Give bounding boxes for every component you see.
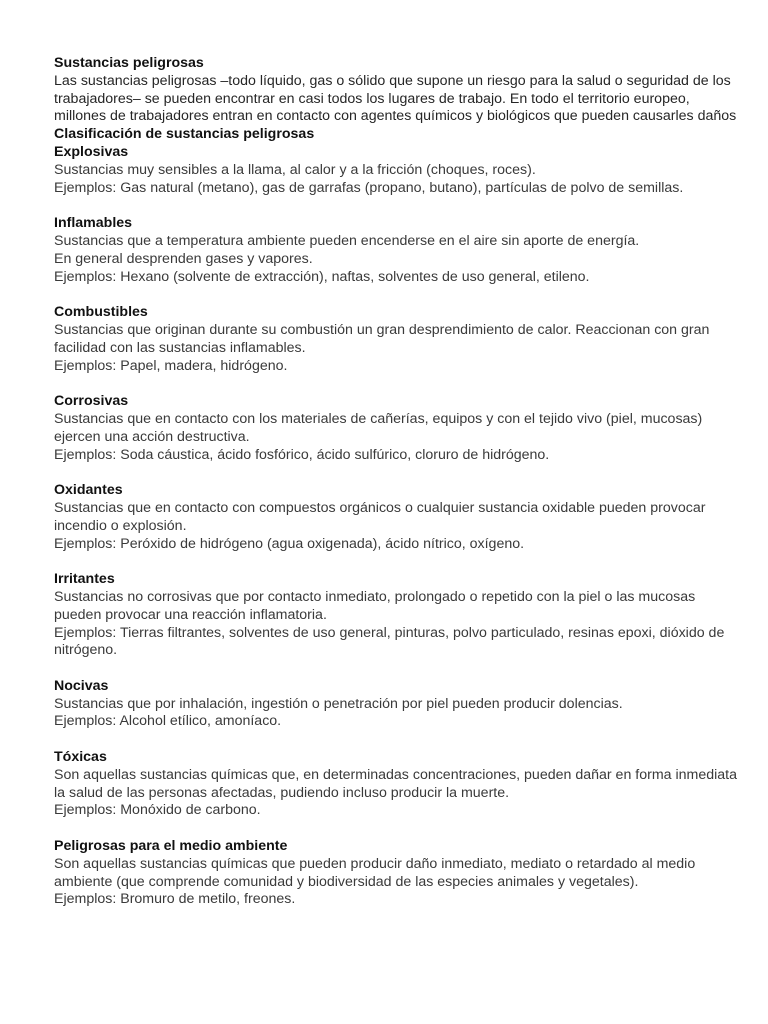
document-title: Sustancias peligrosas <box>54 55 204 71</box>
section-title: Nocivas <box>54 677 109 694</box>
section-medio-ambiente <box>54 838 744 909</box>
section-examples: Ejemplos: Peróxido de hidrógeno (agua oxigenada), ácido nítrico, oxígeno. <box>54 535 525 552</box>
section-irritantes <box>54 571 744 660</box>
section-inflamables <box>54 215 744 286</box>
section-title: Peligrosas para el medio ambiente <box>54 838 288 855</box>
section-examples: Ejemplos: Hexano (solvente de extracción), naftas, solventes de uso general, etileno. <box>54 268 590 285</box>
section-description: Sustancias que a temperatura ambiente pueden encenderse en el aire sin aporte de energía. <box>54 232 640 249</box>
section-description: Son aquellas sustancias químicas que pueden producir daño inmediato, mediato o retardado al medio ambiente (que comprende comunidad y biodiversidad de las especies animales y vegetales). <box>54 855 696 890</box>
section-title: Combustibles <box>54 304 148 321</box>
section-description: Sustancias que por inhalación, ingestión o penetración por piel pueden producir dolencias. <box>54 695 623 712</box>
section-title: Tóxicas <box>54 749 107 766</box>
section-title: Oxidantes <box>54 482 123 499</box>
section-examples: Ejemplos: Alcohol etílico, amoníaco. <box>54 713 282 730</box>
section-toxicas <box>54 749 744 820</box>
section-combustibles <box>54 304 744 375</box>
section-corrosivas <box>54 393 744 464</box>
section-description: Son aquellas sustancias químicas que, en determinadas concentraciones, pueden dañar en forma inmediata la salud de las personas afectadas, pudiendo incluso producir la muerte. <box>54 766 738 801</box>
section-description-extra: En general desprenden gases y vapores. <box>54 250 313 267</box>
section-description: Sustancias que originan durante su combustión un gran desprendimiento de calor. Reaccionan con gran facilidad con las sustancias inflamables. <box>54 321 710 356</box>
section-description: Sustancias muy sensibles a la llama, al calor y a la fricción (choques, roces). <box>54 161 536 178</box>
section-nocivas <box>54 678 744 731</box>
section-examples: Ejemplos: Soda cáustica, ácido fosfórico, ácido sulfúrico, cloruro de hidrógeno. <box>54 446 550 463</box>
section-title: Irritantes <box>54 571 115 588</box>
section-title: Explosivas <box>54 143 129 160</box>
section-oxidantes <box>54 482 744 553</box>
intro-paragraph: Las sustancias peligrosas –todo líquido, gas o sólido que supone un riesgo para la salud o seguridad de los trabajadores– se pueden encontrar en casi todos los lugares de trabajo. En todo el territorio europeo, millones de trabajadores entran en contacto con agentes químicos y biológicos que pueden causarles daños <box>54 72 737 125</box>
section-description: Sustancias no corrosivas que por contacto inmediato, prolongado o repetido con la piel o las mucosas pueden provocar una reacción inflamatoria. <box>54 588 696 623</box>
section-examples: Ejemplos: Gas natural (metano), gas de garrafas (propano, butano), partículas de polvo de semillas. <box>54 179 684 196</box>
document-page <box>54 55 744 927</box>
section-description: Sustancias que en contacto con los materiales de cañerías, equipos y con el tejido vivo (piel, mucosas) ejercen una acción destructiva. <box>54 410 703 445</box>
section-examples: Ejemplos: Monóxido de carbono. <box>54 802 261 819</box>
section-title: Inflamables <box>54 215 133 232</box>
section-examples: Ejemplos: Bromuro de metilo, freones. <box>54 891 296 908</box>
section-examples: Ejemplos: Tierras filtrantes, solventes de uso general, pinturas, polvo particulado, resinas epoxi, dióxido de nitrógeno. <box>54 624 725 659</box>
section-examples: Ejemplos: Papel, madera, hidrógeno. <box>54 357 288 374</box>
section-description: Sustancias que en contacto con compuestos orgánicos o cualquier sustancia oxidable pueden provocar incendio o explosión. <box>54 499 706 534</box>
classification-heading: Clasificación de sustancias peligrosas <box>54 126 315 143</box>
section-title: Corrosivas <box>54 393 129 410</box>
section-explosivas <box>54 144 744 197</box>
